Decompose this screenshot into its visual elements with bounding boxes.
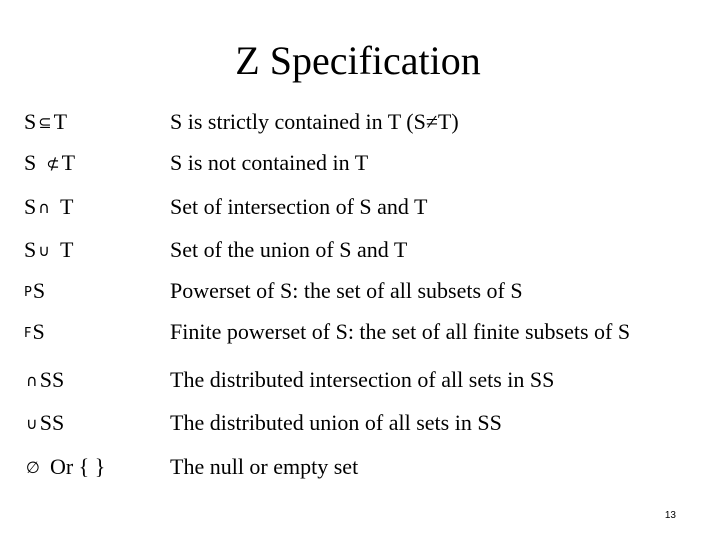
set-ss-label: SS [39,367,65,392]
notation-description: The null or empty set [170,454,359,479]
notation-description: Powerset of S: the set of all subsets of S [170,278,523,303]
set-s-label: S [32,319,45,344]
union-icon: ∪ [38,241,50,260]
intersection-icon: ∩ [38,198,50,217]
notation-description: S is not contained in T [170,150,369,175]
set-s-label: S [24,150,37,175]
set-t-label: T [61,150,76,175]
notation-row-empty-set [0,452,720,482]
notation-description: Finite powerset of S: the set of all finite subsets of S [170,319,631,344]
notation-row-distributed-union [0,408,720,438]
notation-row-not-subset [0,148,720,178]
notation-row-finite-powerset [0,317,720,347]
notation-symbol [24,452,105,484]
notation-row-powerset [0,276,720,306]
set-s-label: S [24,194,37,219]
union-icon: ∪ [26,414,38,433]
notation-symbol [24,192,73,224]
notation-row-subset [0,107,720,137]
subset-icon: ⊆ [38,113,52,132]
not-subset-icon: ⊄ [46,154,60,173]
set-s-label: S [32,278,46,303]
slide-title: Z Specification [235,38,481,83]
set-t-label: T [59,194,74,219]
set-ss-label: SS [39,410,65,435]
empty-set-icon: ∅ [26,458,40,477]
notation-symbol [24,408,64,440]
finite-powerset-icon: F [24,326,32,341]
notation-row-intersection [0,192,720,222]
notation-description: Set of the union of S and T [170,237,408,262]
set-t-label: T [59,237,74,262]
notation-description: Set of intersection of S and T [170,194,428,219]
empty-set-alt-label: Or { } [49,454,106,479]
set-s-label: S [24,237,37,262]
notation-description: S is strictly contained in T (S≠T) [170,109,459,134]
set-t-label: T [53,109,68,134]
page-number: 13 [664,510,676,521]
notation-symbol [24,148,75,180]
notation-row-distributed-intersection [0,365,720,395]
notation-symbol [24,276,45,310]
powerset-icon: P [24,285,32,300]
notation-description: The distributed intersection of all sets in SS [170,367,555,392]
notation-description: The distributed union of all sets in SS [170,410,502,435]
intersection-icon: ∩ [26,371,38,390]
notation-symbol [24,107,67,139]
notation-row-union [0,235,720,265]
notation-symbol [24,235,73,267]
notation-symbol [24,317,45,351]
set-s-label: S [24,109,37,134]
notation-symbol [24,365,64,397]
